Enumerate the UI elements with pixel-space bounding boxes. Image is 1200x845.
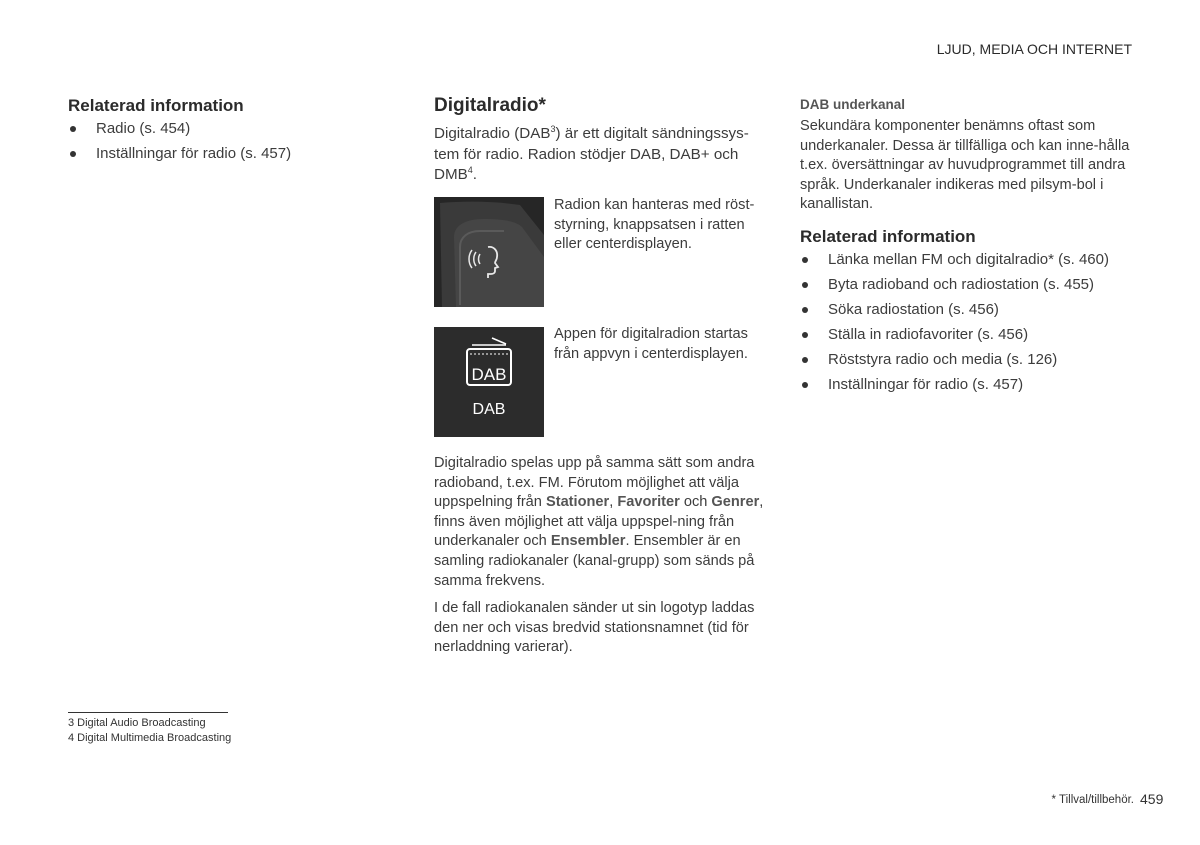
radio-icon bbox=[434, 327, 544, 397]
dab-subchannel-heading: DAB underkanal bbox=[800, 97, 906, 112]
genres-label: Genrer bbox=[711, 494, 760, 511]
footnote-ref-4[interactable]: 4 bbox=[467, 164, 473, 175]
right-related-list bbox=[800, 250, 1160, 395]
dab-app-icon[interactable] bbox=[434, 327, 544, 437]
footnote-4: 4 Digital Multimedia Broadcasting bbox=[68, 732, 232, 744]
voice-control-image bbox=[434, 197, 544, 307]
left-column bbox=[68, 96, 368, 169]
related-link-change-band[interactable]: Byta radioband och radiostation (s. 455) bbox=[800, 275, 1160, 295]
related-link-radio[interactable]: Radio (s. 454) bbox=[68, 119, 368, 139]
right-related-section bbox=[800, 227, 1160, 400]
stations-label: Stationer bbox=[545, 494, 610, 511]
footnote-ref-3[interactable]: 3 bbox=[550, 123, 556, 134]
related-link-search-station[interactable]: Söka radiostation (s. 456) bbox=[800, 300, 1160, 320]
favorites-label: Favoriter bbox=[617, 494, 680, 511]
dab-subchannel-text: Sekundära komponenter benämns oftast som underkanaler. Dessa är tillfälliga och kan inne-hålla t.ex. översättningar av huvudprogrammet till andra språk. Underkanaler indikeras med pilsym-bol i kanallistan. bbox=[800, 118, 1130, 213]
playback-paragraph: Digitalradio spelas upp på samma sätt som andra radioband, t.ex. FM. Förutom möjlighet att välja uppspelning från Stationer, Favoriter och Genrer, finns även möjlighet att välja uppspel-ning från underkanaler och Ensembler. Ensembler är en samling radiokanaler (kanal-grupp) som sänds på samma frekvens. bbox=[434, 455, 764, 589]
dab-icon-label: DAB bbox=[472, 401, 506, 418]
related-link-voice-control[interactable]: Röststyra radio och media (s. 126) bbox=[800, 350, 1160, 370]
dab-app-caption: Appen för digitalradion startas från appvyn i centerdisplayen. bbox=[554, 326, 748, 362]
related-info-list bbox=[68, 119, 368, 164]
footnote-3: 3 Digital Audio Broadcasting bbox=[68, 717, 206, 729]
running-header: LJUD, MEDIA OCH INTERNET bbox=[936, 41, 1132, 57]
related-link-fm-digital[interactable]: Länka mellan FM och digitalradio* (s. 460) bbox=[800, 250, 1160, 270]
dab-icon-box-text: DAB bbox=[471, 365, 507, 384]
footnote-divider bbox=[68, 712, 228, 713]
voice-control-caption: Radion kan hanteras med röst- styrning, knappsatsen i ratten eller centerdisplayen. bbox=[554, 197, 755, 253]
right-related-heading: Relaterad information bbox=[800, 227, 976, 246]
section-title: Digitalradio* bbox=[434, 95, 546, 116]
voice-control-icon bbox=[434, 197, 544, 307]
ensembles-label: Ensembler bbox=[550, 533, 626, 550]
related-info-heading: Relaterad information bbox=[68, 96, 244, 115]
related-link-radio-settings[interactable]: Inställningar för radio (s. 457) bbox=[68, 144, 368, 164]
optional-equipment-note: * Tillval/tillbehör. bbox=[1051, 794, 1134, 806]
related-link-radio-settings-right[interactable]: Inställningar för radio (s. 457) bbox=[800, 375, 1160, 395]
related-link-favorites[interactable]: Ställa in radiofavoriter (s. 456) bbox=[800, 325, 1160, 345]
page-number: 459 bbox=[1140, 791, 1164, 807]
logo-paragraph: I de fall radiokanalen sänder ut sin logotyp laddas den ner och visas bredvid stationsnamnet (tid för nerladdning varierar). bbox=[434, 600, 755, 656]
intro-paragraph: Digitalradio (DAB$^3$) är ett digitalt sändningssys- tem för radio. Radion stödjer DAB, DAB+ och DMB$^4$. bbox=[434, 123, 749, 183]
